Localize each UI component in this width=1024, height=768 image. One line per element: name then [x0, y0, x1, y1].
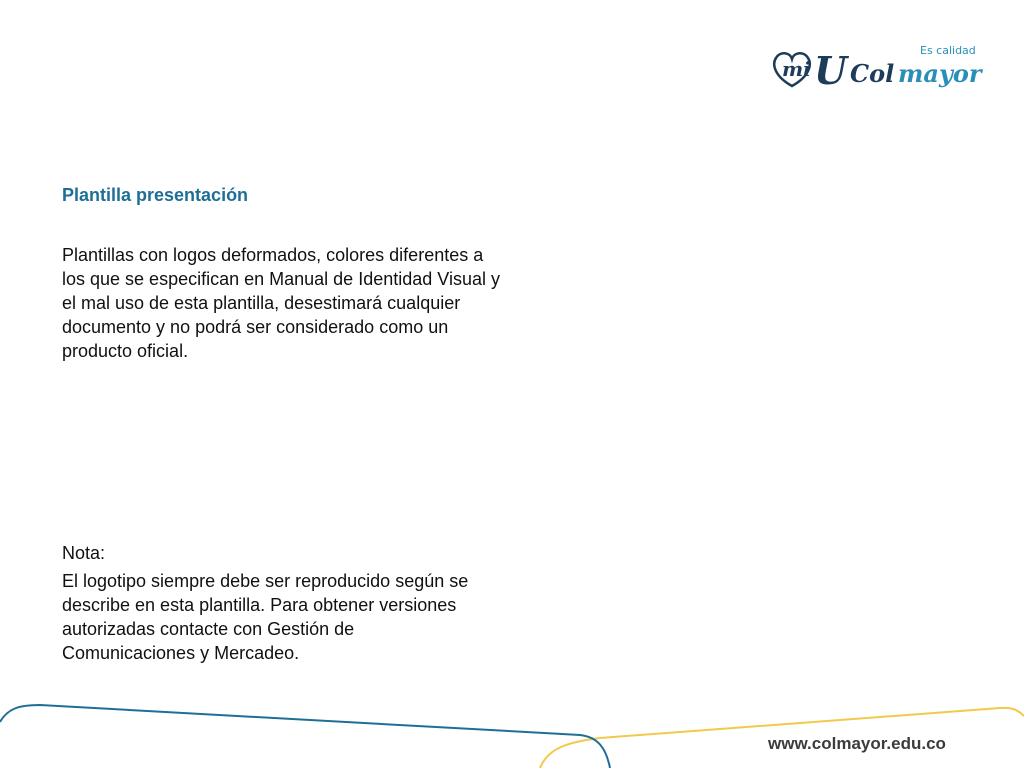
logo-tagline: Es calidad	[920, 44, 976, 57]
blue-curve	[0, 705, 610, 768]
note-label: Nota:	[62, 543, 106, 563]
note-paragraph: El logotipo siempre debe ser reproducido según se describe en esta plantilla. Para obtener versiones autorizadas contacte con Gestión de Comunicaciones y Mercadeo.	[62, 571, 469, 663]
logo-u: U	[814, 48, 848, 93]
logo-col: Col	[850, 59, 895, 88]
logo-graphic	[770, 38, 990, 96]
logo-mayor: mayor	[898, 59, 982, 88]
logo-mi: mi	[782, 57, 811, 81]
website-url: www.colmayor.edu.co	[768, 734, 946, 753]
page-title: Plantilla presentación	[62, 185, 249, 205]
body-paragraph: Plantillas con logos deformados, colores diferentes a los que se especifican en Manual de Identidad Visual y el mal uso de esta plantilla, desestimará cualquier documento y no podrá ser considerado como un producto oficial.	[62, 245, 500, 361]
colmayor-logo	[770, 38, 990, 96]
